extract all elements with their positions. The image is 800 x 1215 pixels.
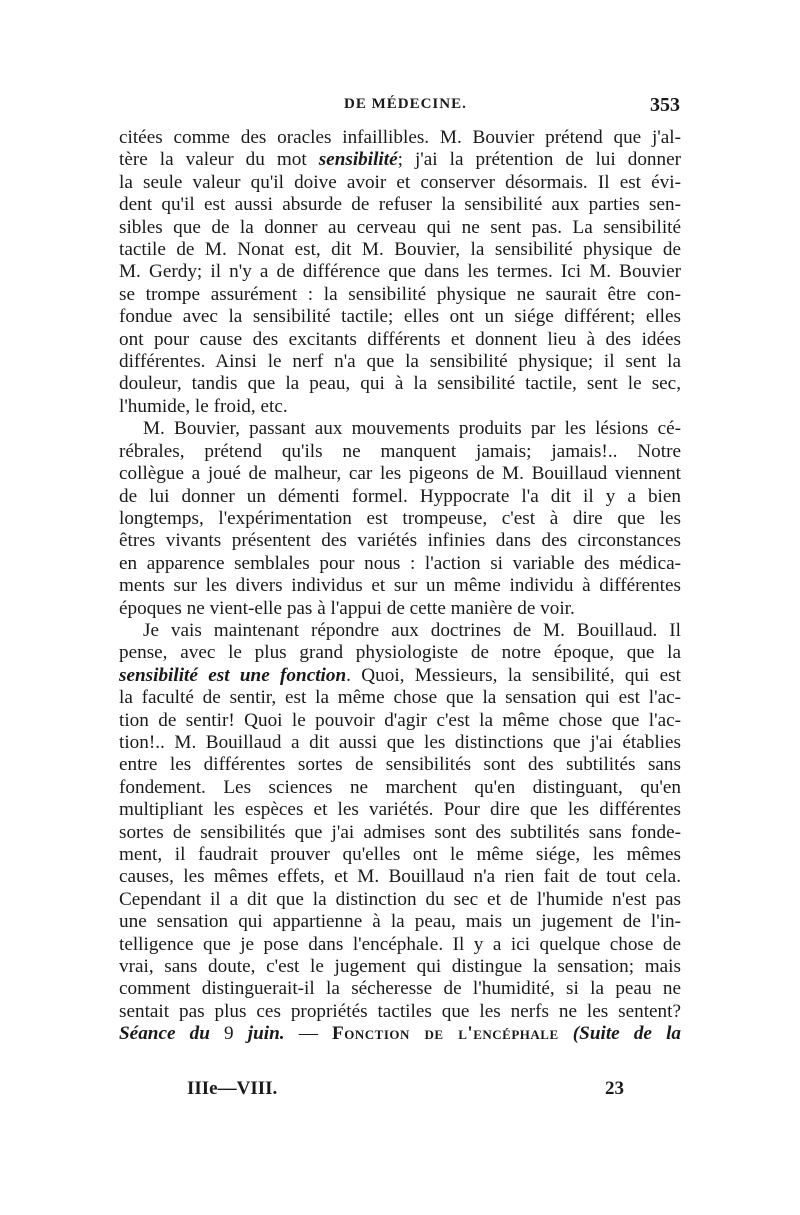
text-line: époques ne vient-elle pas à l'appui de cette manière de voir. [119,597,575,619]
text-line: se trompe assurément : la sensibilité physique ne saurait être con- [119,283,681,305]
text-line: en apparence semblales pour nous : l'action si variable des médica- [119,552,681,574]
text-line: douleur, tandis que la peau, qui à la sensibilité tactile, sent le sec, [119,373,681,395]
text-line: tion!.. M. Bouillaud a dit aussi que les distinctions que j'ai établies [119,731,681,753]
running-title: DE MÉDECINE. [344,96,467,112]
text-line: de lui donner un démenti formel. Hyppocrate l'a dit il y a bien [119,485,681,507]
text-line [119,149,681,171]
text-segment: . Quoi, Messieurs, la sensibilité, qui est [346,664,681,686]
text-line: Cependant il a dit que la distinction du sec et de l'humide n'est pas [119,888,681,910]
sheet-number: 23 [605,1078,624,1099]
text-line: tion de sentir! Quoi le pouvoir d'agir c'est la même chose que l'ac- [119,709,681,731]
session-month: juin. [247,1023,285,1045]
text-line: dent qu'il est aussi absurde de refuser la sensibilité aux parties sen- [119,194,681,216]
text-line: ment, il faudrait prouver qu'elles ont le même siége, les mêmes [119,844,681,865]
signature-mark: IIIe—VIII. [187,1078,278,1099]
text-line: Je vais maintenant répondre aux doctrines de M. Bouillaud. Il [143,619,681,641]
text-line: M. Bouvier, passant aux mouvements produits par les lésions cé- [143,418,681,440]
text-line: entre les différentes sortes de sensibilités sont des subtilités sans [119,754,681,776]
text-line: sibles que de la donner au cerveau qui ne sent pas. La sensibilité [119,216,681,238]
text-line: êtres vivants présentent des variétés infinies dans des circonstances [119,530,681,552]
emphasized-term: sensibilité est une fonction [119,664,347,686]
text-line: M. Gerdy; il n'y a de différence que dans les termes. Ici M. Bouvier [119,261,681,283]
text-line: comment distinguerait-il la sécheresse de l'humidité, si la peau ne [119,978,681,1000]
session-label: Séance du [119,1023,210,1045]
next-session-line [119,1023,681,1045]
text-line: la seule valeur qu'il doive avoir et conserver désormais. Il est évi- [119,171,681,193]
text-line: telligence que je pose dans l'encéphale. Il y a ici quelque chose de [119,933,681,955]
section-title: Fonction de l'encéphale [332,1023,559,1045]
text-line: sentait pas plus ces propriétés tactiles que les nerfs ne les sentent? [119,1000,681,1022]
session-day: 9 [224,1023,234,1045]
text-line: la faculté de sentir, est la même chose que la sensation qui est l'ac- [119,687,681,709]
page-footer [119,1078,681,1108]
text-line: causes, les mêmes effets, et M. Bouillaud n'a rien fait de tout cela. [119,866,681,888]
text-line: l'humide, le froid, etc. [119,395,288,417]
text-line: pense, avec le plus grand physiologiste de notre époque, que la [119,642,681,664]
body-text [119,127,681,1046]
text-line [119,665,681,687]
text-line: fondue avec la sensibilité tactile; elles ont un siége différent; elles [119,306,681,328]
page-number: 353 [650,94,680,116]
text-line: différentes. Ainsi le nerf n'a que la sensibilité physique; il sent la [119,351,681,373]
text-segment: tère la valeur du mot [119,149,319,171]
text-line: rébrales, prétend qu'ils ne manquent jamais; jamais!.. Notre [119,440,681,462]
text-line: citées comme des oracles infaillibles. M. Bouvier prétend que j'al- [119,127,681,148]
text-line: ont pour cause des excitants différents et donnent lieu à des idées [119,328,681,350]
text-line: une sensation qui appartienne à la peau, mais un jugement de l'in- [119,911,681,933]
text-line: multipliant les espèces et les variétés. Pour dire que les différentes [119,799,681,821]
text-line: vrai, sans doute, c'est le jugement qui distingue la sensation; mais [119,956,681,978]
emphasized-term: sensibilité [318,149,398,171]
running-header [120,96,680,124]
text-line: ments sur les divers individus et sur un même individu à différentes [119,575,681,597]
text-line: tactile de M. Nonat est, dit M. Bouvier, la sensibilité physique de [119,239,681,261]
text-line: longtemps, l'expérimentation est trompeuse, c'est à dire que les [119,507,681,529]
session-dash: — [284,1023,333,1045]
text-line: collègue a joué de malheur, car les pigeons de M. Bouillaud viennent [119,463,681,485]
text-line: fondement. Les sciences ne marchent qu'en distinguant, qu'en [119,776,681,798]
text-line: sortes de sensibilités que j'ai admises sont des subtilités sans fonde- [119,821,681,843]
section-continuation: (Suite de la [572,1023,682,1045]
text-segment: ; j'ai la prétention de lui donner [397,149,682,171]
